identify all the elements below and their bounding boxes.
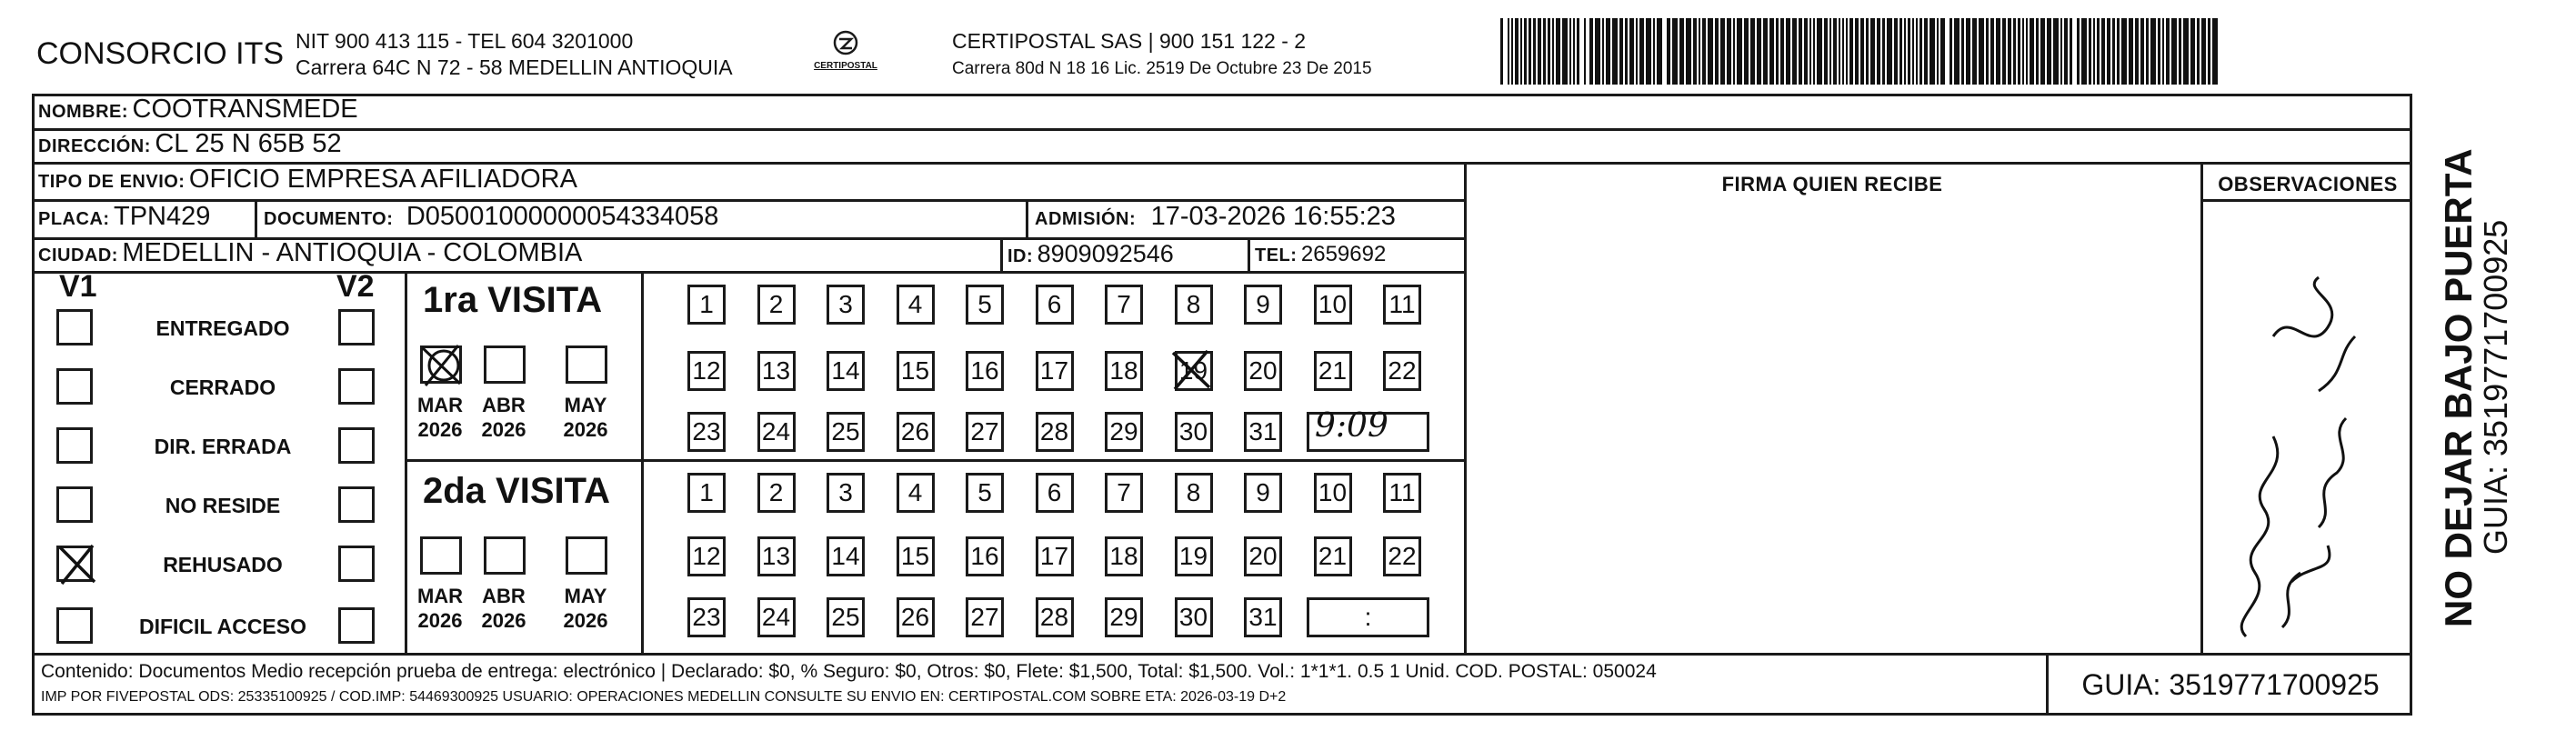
month-label — [475, 393, 533, 442]
month-label — [411, 393, 469, 442]
day-box[interactable]: 30 — [1175, 597, 1213, 637]
day-box[interactable]: 26 — [897, 412, 935, 452]
day-box[interactable]: 14 — [827, 536, 865, 576]
tipo-value: OFICIO EMPRESA AFILIADORA — [188, 165, 577, 194]
day-box[interactable]: 30 — [1175, 412, 1213, 452]
ciudad-label: CIUDAD: — [38, 245, 118, 265]
day-box[interactable]: 17 — [1036, 351, 1074, 391]
direccion-label: DIRECCIÓN: — [38, 136, 151, 156]
carrier-address: Carrera 80d N 18 16 Lic. 2519 De Octubre 23 De 2015 — [952, 59, 1372, 78]
day-box[interactable]: 21 — [1314, 351, 1352, 391]
status-label: DIFICIL ACCESO — [138, 615, 306, 638]
month-label — [475, 584, 533, 633]
day-box[interactable]: 20 — [1244, 536, 1282, 576]
nombre-value: COOTRANSMEDE — [132, 95, 358, 124]
day-box[interactable]: 28 — [1036, 597, 1074, 637]
day-box[interactable]: 17 — [1036, 536, 1074, 576]
v1-checkbox[interactable] — [56, 309, 93, 345]
month-name: MAY — [564, 585, 607, 607]
day-box[interactable]: 22 — [1383, 351, 1421, 391]
day-box[interactable]: 31 — [1244, 412, 1282, 452]
v2-checkbox[interactable] — [338, 368, 375, 405]
day-box[interactable]: 24 — [757, 597, 796, 637]
day-box[interactable]: 6 — [1036, 285, 1074, 325]
time-box[interactable]: : — [1307, 597, 1429, 637]
month-name: MAR — [416, 585, 464, 607]
nit-line: NIT 900 413 115 - TEL 604 3201000 — [296, 29, 634, 53]
month-label — [556, 393, 615, 442]
day-box[interactable]: 10 — [1314, 285, 1352, 325]
day-box[interactable]: 4 — [897, 285, 935, 325]
logo-text: CERTIPOSTAL — [814, 61, 877, 71]
ciudad-value: MEDELLIN - ANTIOQUIA - COLOMBIA — [122, 238, 583, 267]
day-box[interactable]: 25 — [827, 412, 865, 452]
status-label: REHUSADO — [163, 553, 283, 576]
day-box[interactable]: 24 — [757, 412, 796, 452]
imp-line: IMP POR FIVEPOSTAL ODS: 25335100925 / COD.IMP: 54469300925 USUARIO: OPERACIONES MEDELLIN CONSULTE SU ENVIO EN: CERTIPOSTAL.COM SOBRE ETA: 2026-03-19 D+2 — [41, 689, 1287, 705]
company-name: CONSORCIO ITS — [36, 36, 285, 71]
placa-field — [38, 202, 210, 232]
day-box[interactable]: 2 — [757, 285, 796, 325]
day-box[interactable]: 23 — [687, 412, 726, 452]
id-value: 8909092546 — [1037, 240, 1174, 267]
status-label: NO RESIDE — [165, 494, 281, 517]
placa-label: PLACA: — [38, 209, 110, 229]
v1-checkbox[interactable] — [56, 427, 93, 464]
day-box[interactable]: 4 — [897, 473, 935, 513]
day-box[interactable]: 9 — [1244, 473, 1282, 513]
observaciones-label: OBSERVACIONES — [2218, 173, 2398, 195]
guia-footer: GUIA: 3519771700925 — [2081, 668, 2380, 701]
day-box[interactable]: 19 — [1175, 536, 1213, 576]
carrier-line: CERTIPOSTAL SAS | 900 151 122 - 2 — [952, 29, 1307, 53]
day-box[interactable]: 1 — [687, 473, 726, 513]
status-label: DIR. ERRADA — [154, 435, 292, 458]
admision-value: 17-03-2026 16:55:23 — [1150, 202, 1396, 231]
placa-value: TPN429 — [114, 202, 211, 231]
barcode — [1500, 18, 2228, 85]
month-checkbox[interactable] — [566, 345, 607, 384]
status-checkmark — [56, 542, 100, 592]
documento-label: DOCUMENTO: — [264, 209, 394, 229]
id-field — [1007, 240, 1174, 268]
first-visit-label: 1ra VISITA — [423, 280, 603, 320]
v1-label: V1 — [59, 269, 97, 304]
direccion-value: CL 25 N 65B 52 — [155, 129, 342, 158]
v1-checkbox[interactable] — [56, 607, 93, 644]
day-box[interactable]: 29 — [1105, 412, 1143, 452]
visit-month-checkmark — [418, 340, 473, 391]
day-box[interactable]: 3 — [827, 473, 865, 513]
day-box[interactable]: 13 — [757, 536, 796, 576]
day-box[interactable]: 6 — [1036, 473, 1074, 513]
day-box[interactable]: 18 — [1105, 351, 1143, 391]
tel-label: TEL: — [1255, 245, 1298, 265]
tel-field — [1255, 242, 1386, 267]
day-box[interactable]: 16 — [966, 536, 1004, 576]
day-box[interactable]: 7 — [1105, 285, 1143, 325]
month-label — [556, 584, 615, 633]
v1-checkbox[interactable] — [56, 368, 93, 405]
contenido-text: Contenido: Documentos Medio recepción prueba de entrega: electrónico | Declarado: $0, % Seguro: $0, Otros: $0, Flete: $1,500, Total: $1,500. Vol.: 1*1*1. 0.5 1 Unid. COD. POSTAL: 050024 — [41, 661, 1657, 682]
month-name: ABR — [482, 394, 526, 416]
v1-checkbox[interactable] — [56, 486, 93, 523]
v2-checkbox[interactable] — [338, 427, 375, 464]
day-box[interactable]: 7 — [1105, 473, 1143, 513]
day-box[interactable]: 5 — [966, 285, 1004, 325]
status-label: CERRADO — [169, 376, 276, 399]
day-box[interactable]: 1 — [687, 285, 726, 325]
day-box[interactable]: 3 — [827, 285, 865, 325]
handwritten-time: 9:09 — [1315, 407, 1388, 445]
month-name: ABR — [482, 585, 526, 607]
day-box[interactable]: 10 — [1314, 473, 1352, 513]
day-box[interactable]: 13 — [757, 351, 796, 391]
day-box[interactable]: 12 — [687, 536, 726, 576]
month-name: MAY — [564, 394, 607, 416]
day-box[interactable]: 22 — [1383, 536, 1421, 576]
day-box[interactable]: 11 — [1383, 285, 1421, 325]
month-year: 2026 — [481, 418, 526, 441]
day-box[interactable]: 9 — [1244, 285, 1282, 325]
company-address: Carrera 64C N 72 - 58 MEDELLIN ANTIOQUIA — [296, 55, 733, 79]
day-box[interactable]: 27 — [966, 597, 1004, 637]
handwritten-signature — [2219, 273, 2364, 646]
day-box[interactable]: 31 — [1244, 597, 1282, 637]
id-label: ID: — [1007, 246, 1034, 266]
day-box[interactable]: 29 — [1105, 597, 1143, 637]
v2-checkbox[interactable] — [338, 486, 375, 523]
admision-label: ADMISIÓN: — [1035, 209, 1137, 229]
day-box[interactable]: 23 — [687, 597, 726, 637]
month-year: 2026 — [417, 418, 463, 441]
day-box[interactable]: 25 — [827, 597, 865, 637]
firma-label: FIRMA QUIEN RECIBE — [1721, 173, 1943, 195]
month-label — [411, 584, 469, 633]
day-box[interactable]: 8 — [1175, 285, 1213, 325]
month-checkbox[interactable] — [484, 536, 526, 575]
month-year: 2026 — [563, 609, 608, 632]
day-box[interactable]: 21 — [1314, 536, 1352, 576]
documento-value: D05001000000054334058 — [406, 202, 719, 231]
day-box[interactable]: 11 — [1383, 473, 1421, 513]
day-box[interactable]: 15 — [897, 536, 935, 576]
v2-checkbox[interactable] — [338, 309, 375, 345]
month-checkbox[interactable] — [420, 536, 462, 575]
day-box[interactable]: 8 — [1175, 473, 1213, 513]
month-checkbox[interactable] — [484, 345, 526, 384]
day-box[interactable]: 20 — [1244, 351, 1282, 391]
nombre-field — [38, 95, 358, 125]
no-dejar-warning: NO DEJAR BAJO PUERTA — [2437, 148, 2480, 627]
v2-label: V2 — [336, 269, 375, 304]
day-box[interactable]: 26 — [897, 597, 935, 637]
v2-checkbox[interactable] — [338, 546, 375, 582]
second-visit-label: 2da VISITA — [423, 471, 610, 511]
day-box[interactable]: 15 — [897, 351, 935, 391]
tipo-label: TIPO DE ENVIO: — [38, 172, 185, 192]
tipo-field — [38, 165, 577, 195]
nombre-label: NOMBRE: — [38, 102, 129, 122]
month-year: 2026 — [417, 609, 463, 632]
ciudad-field — [38, 238, 582, 268]
direccion-field — [38, 129, 342, 159]
day-box[interactable]: 12 — [687, 351, 726, 391]
day-box[interactable]: 14 — [827, 351, 865, 391]
month-name: MAR — [416, 394, 464, 416]
day-box[interactable]: 5 — [966, 473, 1004, 513]
tel-value: 2659692 — [1300, 242, 1387, 266]
status-label: ENTREGADO — [155, 316, 290, 340]
documento-field — [264, 202, 718, 232]
day-box[interactable]: 18 — [1105, 536, 1143, 576]
admision-field — [1035, 202, 1396, 232]
day-box[interactable]: 2 — [757, 473, 796, 513]
day-box[interactable]: 28 — [1036, 412, 1074, 452]
certipostal-logo — [809, 27, 882, 82]
day-box[interactable]: 27 — [966, 412, 1004, 452]
month-checkbox[interactable] — [566, 536, 607, 575]
visit-day-checkmark — [1171, 349, 1213, 391]
day-box[interactable]: 16 — [966, 351, 1004, 391]
v2-checkbox[interactable] — [338, 607, 375, 644]
month-year: 2026 — [563, 418, 608, 441]
side-guia: GUIA: 3519771700925 — [2477, 219, 2514, 555]
day-box[interactable]: 19 — [1175, 351, 1213, 391]
month-year: 2026 — [481, 609, 526, 632]
